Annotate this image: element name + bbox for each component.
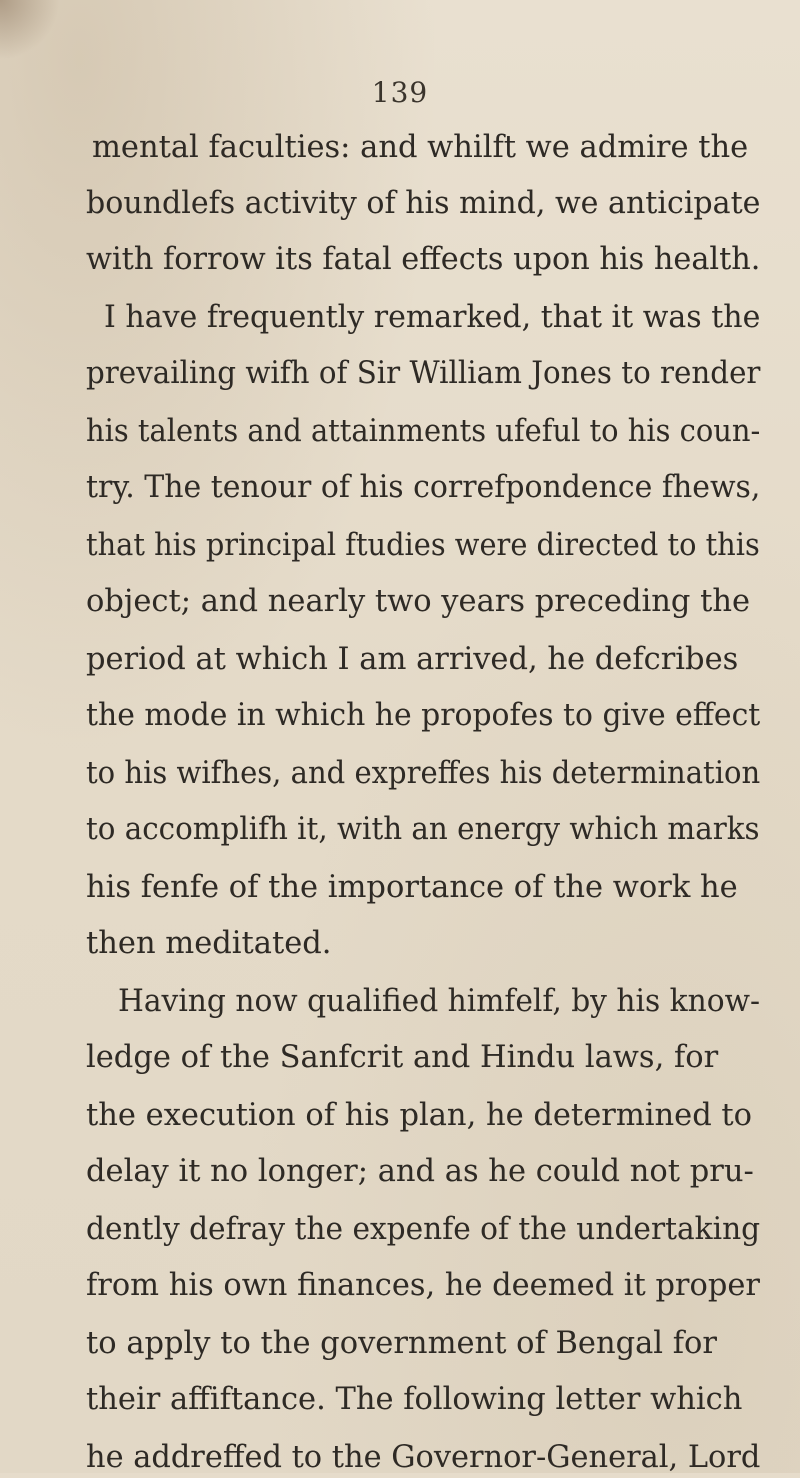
text-line: to apply to the government of Bengal for (86, 1326, 717, 1361)
text-line: that his principal ftudies were directed to this (86, 528, 760, 563)
text-line: the execution of his plan, he determined to (86, 1098, 753, 1133)
page-stain (0, 0, 60, 60)
text-line: his fenfe of the importance of the work he (86, 870, 738, 905)
text-line: his talents and attainments ufeful to his coun- (86, 414, 761, 449)
text-line: their affiftance. The following letter which (86, 1382, 743, 1417)
text-line: to his wifhes, and expreffes his determination (86, 756, 761, 791)
text-line: from his own finances, he deemed it proper (86, 1268, 760, 1303)
text-line: I have frequently remarked, that it was the (104, 300, 761, 335)
text-line: boundlefs activity of his mind, we anticipate (86, 186, 761, 221)
text-line: with forrow its fatal effects upon his health. (86, 242, 761, 277)
text-line: the mode in which he propofes to give effect (86, 698, 761, 733)
text-line: delay it no longer; and as he could not pru- (86, 1154, 754, 1189)
text-line: then meditated. (86, 926, 332, 961)
text-line: Having now qualified himfelf, by his know- (118, 984, 760, 1019)
text-line: prevailing wifh of Sir William Jones to render (86, 356, 761, 391)
text-line: period at which I am arrived, he defcribes (86, 642, 739, 677)
text-line: he addreffed to the Governor-General, Lord (86, 1440, 761, 1475)
text-line: ledge of the Sanfcrit and Hindu laws, for (86, 1040, 719, 1075)
page-number: 139 (371, 76, 429, 109)
text-line: try. The tenour of his correfpondence fhews, (86, 470, 761, 505)
text-line: to accomplifh it, with an energy which marks (86, 812, 760, 847)
text-line: dently defray the expenfe of the undertaking (86, 1212, 761, 1247)
text-line: object; and nearly two years preceding the (86, 584, 751, 619)
text-line: mental faculties: and whilft we admire the (92, 130, 749, 165)
